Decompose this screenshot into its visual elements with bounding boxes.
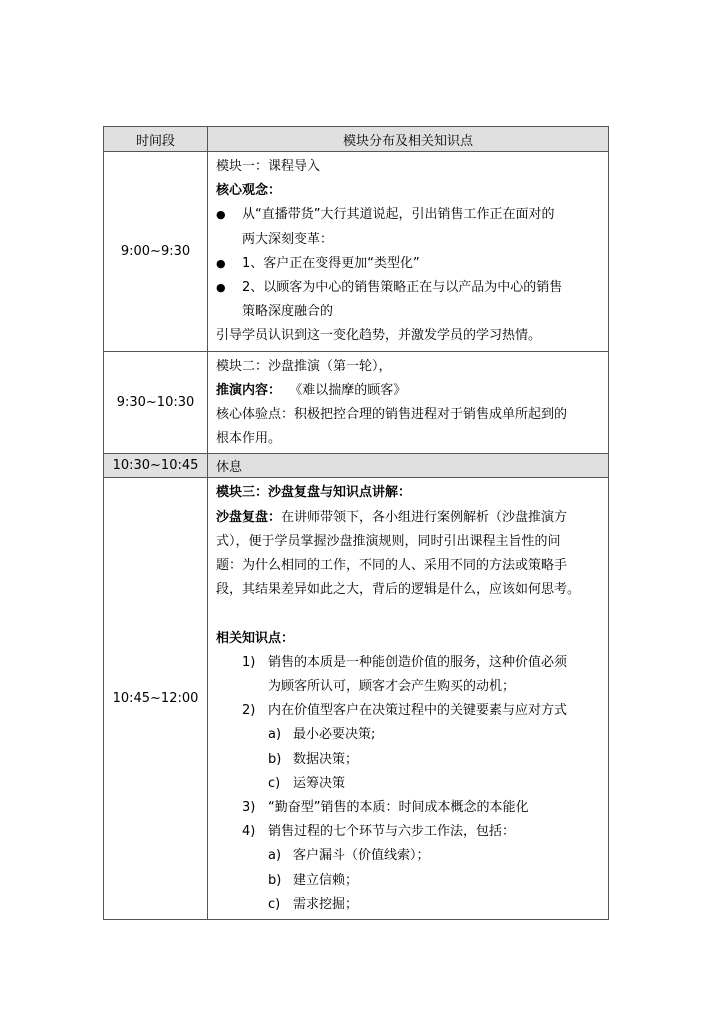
time-cell: 9:00~9:30 [104, 152, 208, 352]
sub-text: 数据决策； [293, 751, 359, 767]
list-text: 销售的本质是一种能创造价值的服务，这种价值必须 [268, 654, 568, 670]
list-item [216, 796, 604, 820]
list-item [216, 276, 604, 324]
list-text: 销售过程的七个环节与六步工作法，包括： [268, 824, 516, 840]
sub-item [216, 723, 604, 747]
module-title: 模块三：沙盘复盘与知识点讲解： [216, 485, 412, 501]
table-row [104, 454, 609, 478]
sub-letter: c) [268, 896, 281, 912]
list-text: 策略深度融合的 [242, 304, 334, 320]
core-point: 根本作用。 [216, 431, 282, 447]
review-text: 题：为什么相同的工作，不同的人、采用不同的方法或策略手 [216, 558, 568, 574]
content-cell [208, 454, 609, 478]
table-row [104, 478, 609, 920]
content-label: 推演内容： [216, 382, 282, 398]
list-item [216, 252, 604, 276]
knowledge-label: 相关知识点： [216, 630, 295, 646]
sub-item [216, 748, 604, 772]
sub-letter: a) [268, 727, 282, 743]
sub-letter: a) [268, 848, 282, 864]
sub-item [216, 869, 604, 893]
review-text: 段，其结果差异如此之大，背后的逻辑是什么，应该如何思考。 [216, 582, 581, 598]
content-value: 《难以揣摩的顾客》 [289, 382, 407, 398]
review-text: 式），便于学员掌握沙盘推演规则，同时引出课程主旨性的问 [216, 533, 561, 549]
core-point: 核心体验点：积极把控合理的销售进程对于销售成单所起到的 [216, 407, 568, 423]
time-cell: 9:30~10:30 [104, 351, 208, 454]
sub-text: 客户漏斗（价值线索）； [293, 848, 430, 864]
list-text: 1、客户正在变得更加“类型化” [242, 255, 420, 271]
sub-item [216, 893, 604, 917]
schedule-table [103, 126, 609, 920]
list-text: “勤奋型”销售的本质：时间成本概念的本能化 [268, 800, 529, 816]
content-cell [208, 152, 609, 352]
list-number: 4) [242, 824, 256, 840]
list-number: 2) [242, 703, 256, 719]
break-label: 休息 [216, 460, 243, 476]
list-text: 从“直播带货”大行其道说起，引出销售工作正在面对的 [242, 207, 555, 223]
table-row [104, 152, 609, 352]
header-content: 模块分布及相关知识点 [208, 127, 609, 152]
table-row [104, 351, 609, 454]
core-label: 核心观念： [216, 183, 282, 199]
sub-letter: b) [268, 872, 282, 888]
time-cell: 10:45~12:00 [104, 478, 208, 920]
list-item [216, 820, 604, 844]
sub-text: 运筹决策 [293, 775, 346, 791]
content-cell [208, 478, 609, 920]
content-line [216, 379, 604, 403]
sub-letter: c) [268, 775, 281, 791]
list-number: 3) [242, 800, 256, 816]
review-line [216, 506, 604, 530]
review-label: 沙盘复盘： [216, 509, 282, 525]
bullet-icon: ● [216, 208, 226, 222]
list-text: 2、以顾客为中心的销售策略正在与以产品为中心的销售 [242, 280, 563, 296]
bullet-icon: ● [216, 256, 226, 270]
sub-item [216, 772, 604, 796]
sub-text: 建立信赖； [293, 872, 359, 888]
list-text: 内在价值型客户在决策过程中的关键要素与应对方式 [268, 703, 568, 719]
sub-text: 最小必要决策; [293, 727, 376, 743]
sub-letter: b) [268, 751, 282, 767]
summary-text: 引导学员认识到这一变化趋势，并激发学员的学习热情。 [216, 328, 542, 344]
list-text: 两大深刻变革： [242, 231, 334, 247]
list-number: 1) [242, 654, 256, 670]
list-item [216, 651, 604, 699]
list-item [216, 203, 604, 251]
sub-text: 需求挖掘； [293, 896, 359, 912]
header-row [104, 127, 609, 152]
content-cell [208, 351, 609, 454]
bullet-icon: ● [216, 281, 226, 295]
header-time: 时间段 [104, 127, 208, 152]
list-text: 为顾客所认可，顾客才会产生购买的动机； [268, 679, 516, 695]
time-cell: 10:30~10:45 [104, 454, 208, 478]
list-item [216, 699, 604, 723]
module-title: 模块二：沙盘推演（第一轮）， [216, 358, 392, 374]
review-text: 在讲师带领下，各小组进行案例解析（沙盘推演方 [281, 509, 568, 525]
module-title: 模块一：课程导入 [216, 159, 321, 174]
sub-item [216, 844, 604, 868]
